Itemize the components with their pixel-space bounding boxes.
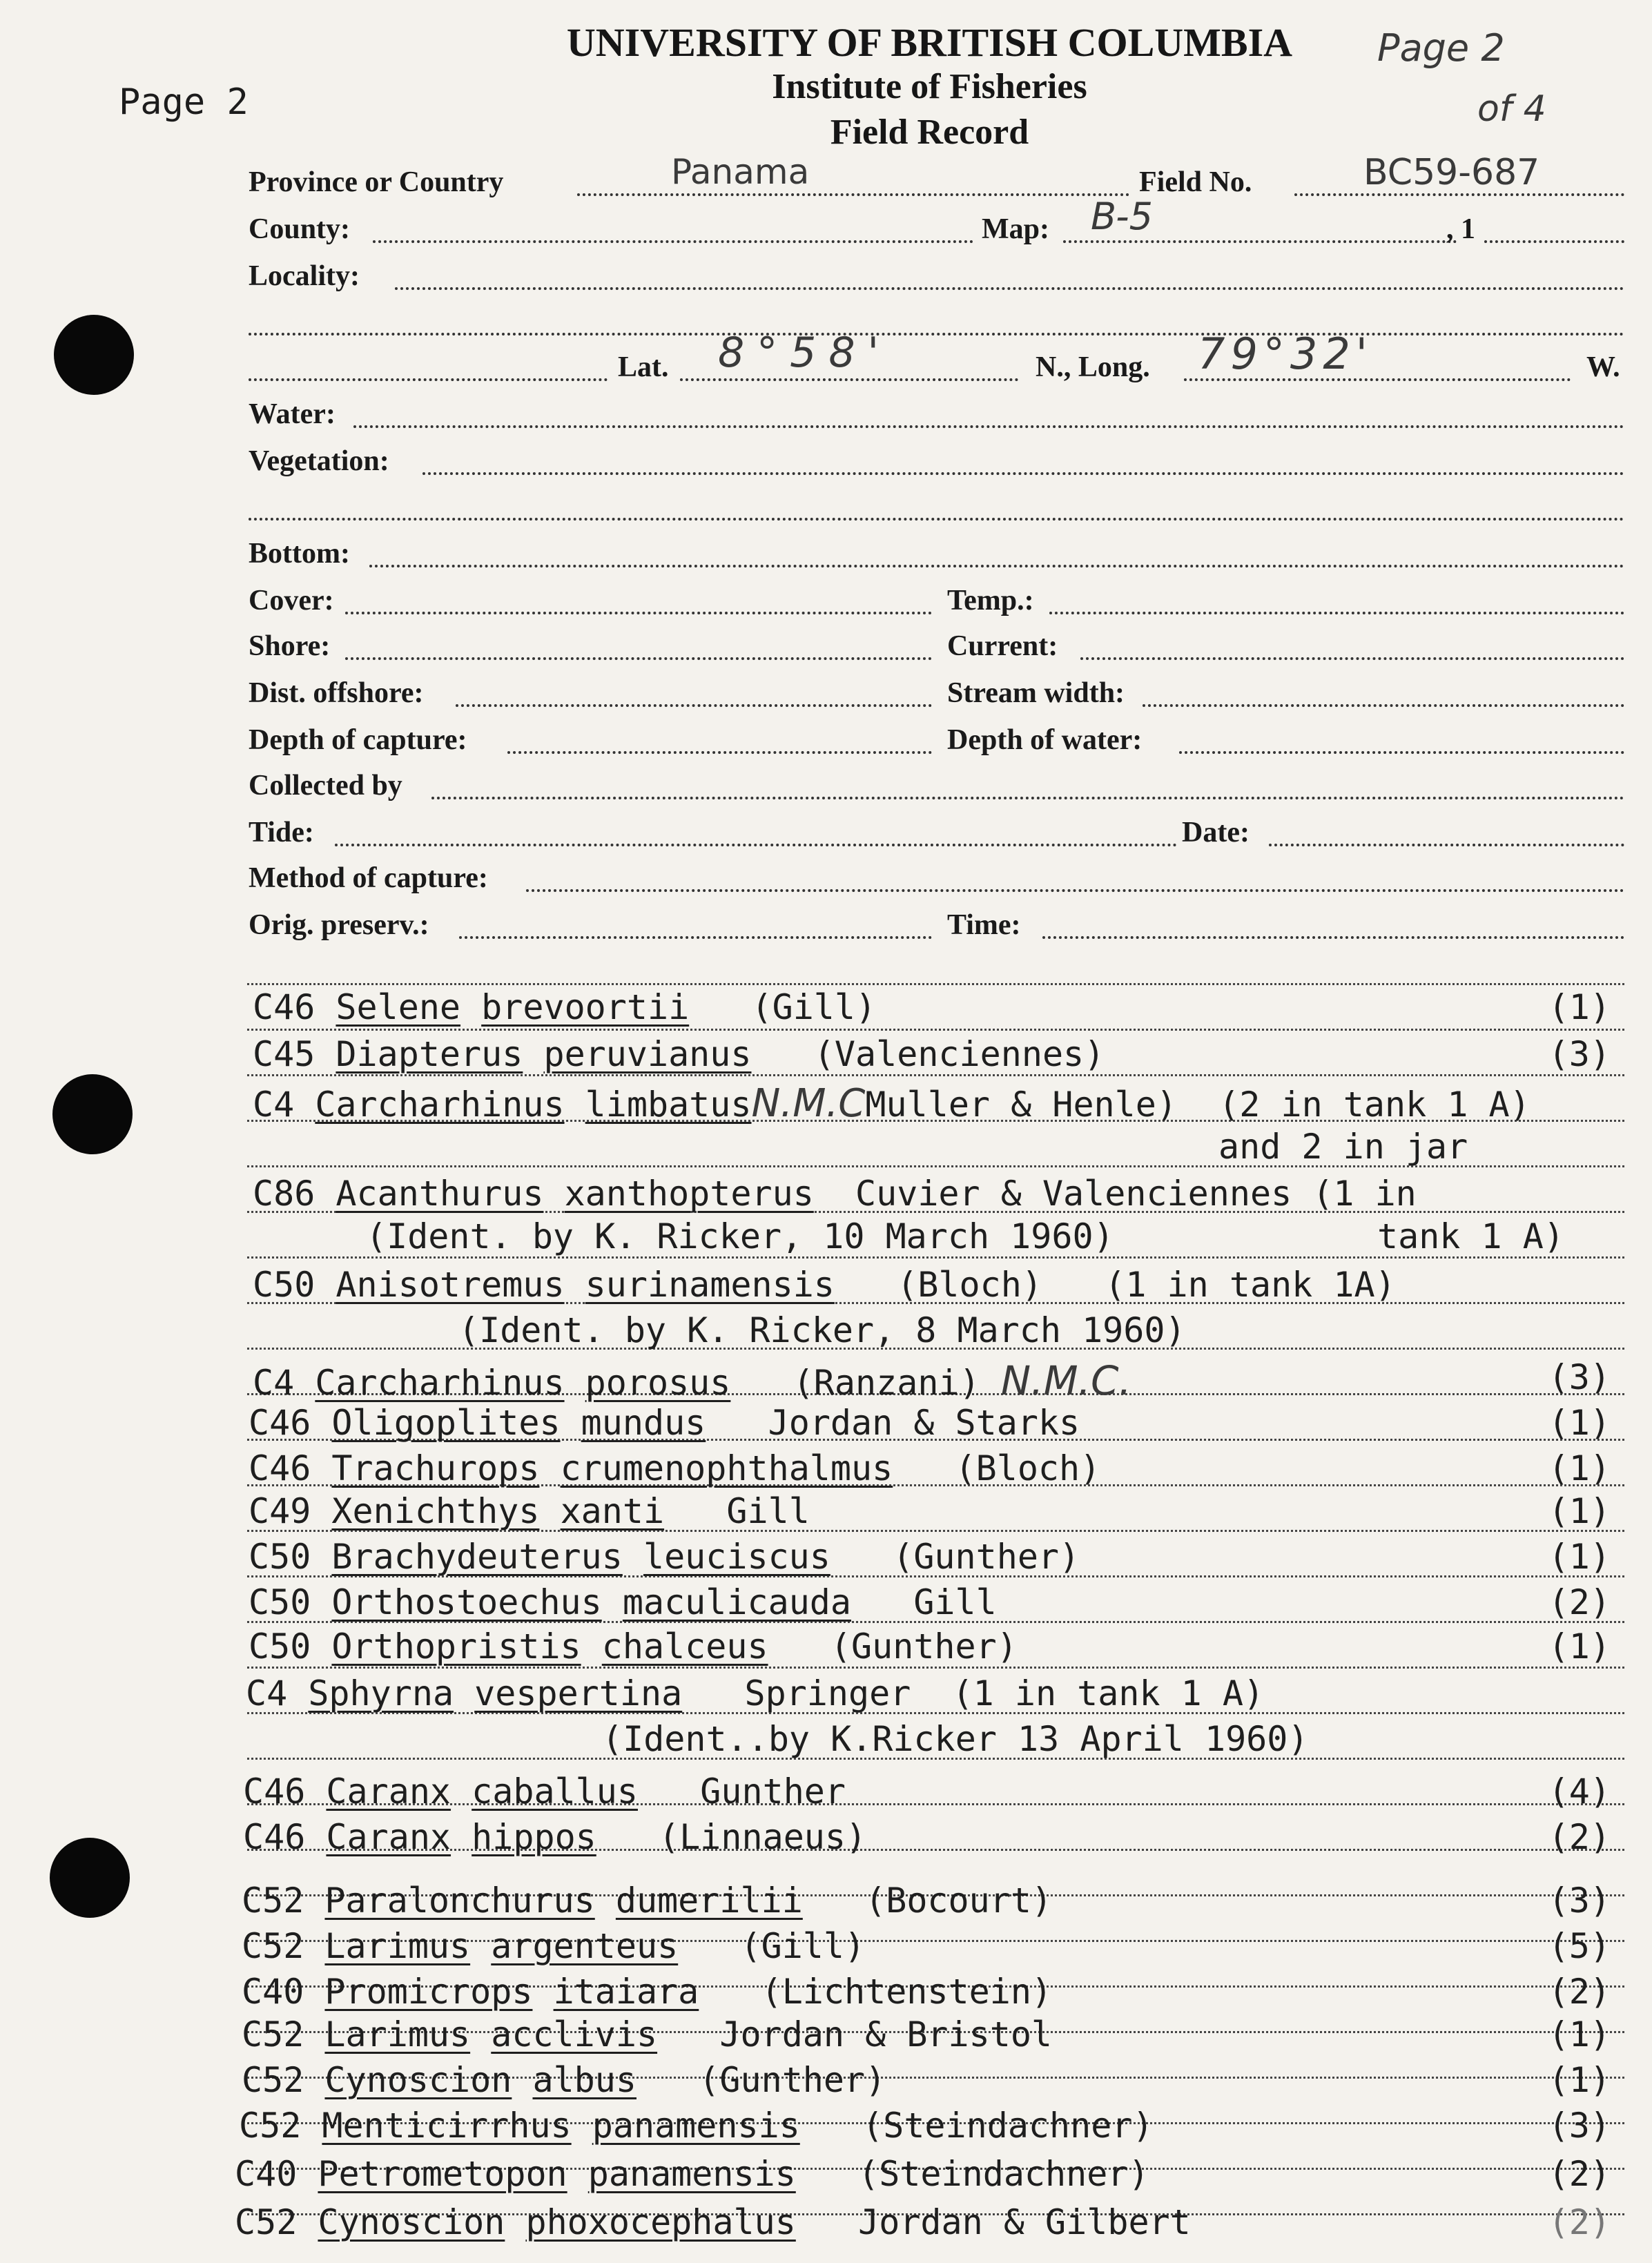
species-row — [242, 1972, 1052, 2012]
method-label: Method of capture: — [249, 862, 488, 894]
species-code: C40 — [235, 2154, 298, 2194]
vegetation-line — [422, 472, 1624, 475]
species-row — [249, 1491, 810, 1531]
field-no-value: BC59-687 — [1363, 152, 1540, 193]
species-name: argenteus — [491, 1926, 679, 1966]
method-line — [526, 889, 1624, 892]
species-author: Muller & Henle) — [865, 1085, 1177, 1125]
species-row — [242, 1926, 865, 1966]
water-line — [353, 425, 1624, 428]
species-count: (2) — [1548, 2154, 1611, 2194]
depth-water-label: Depth of water: — [947, 724, 1143, 756]
county-line — [373, 240, 973, 243]
species-author: (Steindachner) — [862, 2106, 1154, 2146]
page-number-label: Page 2 — [119, 81, 249, 123]
species-row — [243, 1817, 866, 1857]
species-author: Gill — [913, 1582, 997, 1622]
punch-hole-middle — [52, 1074, 133, 1154]
species-name: limbatus — [585, 1085, 752, 1125]
institute-title: Institute of Fisheries — [772, 67, 1087, 106]
species-row — [235, 2154, 1149, 2194]
list-rule — [247, 983, 1624, 985]
orig-preserv-label: Orig. preserv.: — [249, 909, 429, 941]
handwritten-nmc: N.M.C — [751, 1081, 866, 1126]
species-count: (2) — [1548, 1972, 1611, 2012]
species-genus: Brachydeuterus — [331, 1537, 623, 1577]
species-row — [249, 1582, 997, 1622]
county-label: County: — [249, 213, 351, 245]
species-genus: Diapterus — [336, 1034, 523, 1074]
species-code: C46 — [249, 1448, 311, 1488]
list-rule — [247, 1667, 1624, 1669]
temp-line — [1049, 612, 1624, 614]
species-code: C40 — [242, 1972, 304, 2012]
long-value: 79°32' — [1198, 329, 1373, 379]
species-code: C50 — [253, 1265, 315, 1305]
species-author: (Bocourt) — [865, 1881, 1053, 1921]
lat-value: 8°58' — [718, 329, 892, 377]
list-rule — [247, 1074, 1624, 1076]
species-name: albus — [532, 2060, 636, 2100]
species-row — [235, 2202, 1191, 2242]
species-author: (Steindachner) — [858, 2154, 1149, 2194]
species-genus: Larimus — [324, 2014, 471, 2055]
cover-label: Cover: — [249, 585, 334, 616]
lat-lead-line — [249, 378, 608, 381]
species-name: peruvianus — [543, 1034, 752, 1074]
orig-preserv-line — [459, 936, 932, 939]
species-row — [249, 1626, 1018, 1667]
species-author: (Valenciennes) — [813, 1034, 1105, 1074]
current-label: Current: — [947, 630, 1058, 662]
university-title: UNIVERSITY OF BRITISH COLUMBIA — [566, 20, 1293, 65]
species-name: panamensis — [587, 2154, 796, 2194]
locality-line-2 — [249, 333, 1624, 336]
species-code: C86 — [253, 1174, 315, 1214]
species-genus: Caranx — [326, 1817, 451, 1857]
species-name: xanthopterus — [564, 1174, 814, 1214]
species-row — [253, 1265, 1396, 1305]
handwritten-page: Page 2 — [1377, 26, 1505, 70]
species-row — [253, 1357, 1131, 1404]
species-code: C52 — [242, 2014, 304, 2055]
province-value: Panama — [671, 152, 810, 192]
species-code: C4 — [246, 1673, 288, 1713]
species-row — [243, 1771, 846, 1812]
time-line — [1042, 936, 1624, 939]
species-code: C52 — [239, 2106, 302, 2146]
stream-width-label: Stream width: — [947, 677, 1125, 709]
species-count: (1) — [1548, 1491, 1611, 1531]
dist-offshore-line — [456, 704, 932, 707]
species-author: (Gunther) — [893, 1537, 1080, 1577]
species-genus: Menticirrhus — [322, 2106, 572, 2146]
province-label: Province or Country — [249, 166, 504, 198]
species-author: (Ranzani) — [793, 1363, 980, 1403]
species-name: surinamensis — [585, 1265, 835, 1305]
species-name: dumerilii — [615, 1881, 803, 1921]
species-genus: Cynoscion — [324, 2060, 512, 2100]
species-name: chalceus — [601, 1626, 768, 1667]
species-genus: Caranx — [326, 1771, 451, 1812]
species-code: C46 — [243, 1817, 306, 1857]
species-note: (2 in tank 1 A) — [1218, 1085, 1530, 1125]
species-genus: Promicrops — [324, 1972, 533, 2012]
species-name: leuciscus — [643, 1537, 830, 1577]
dist-offshore-label: Dist. offshore: — [249, 677, 424, 709]
species-row — [253, 1034, 1105, 1074]
map-value: B-5 — [1091, 195, 1153, 238]
species-genus: Paralonchurus — [324, 1881, 595, 1921]
species-genus: Acanthurus — [336, 1174, 544, 1214]
date-line — [1269, 844, 1624, 846]
punch-hole-bottom — [50, 1838, 130, 1918]
species-count: (1) — [1548, 1403, 1611, 1443]
species-code: C52 — [235, 2202, 298, 2242]
species-row — [253, 987, 876, 1027]
province-line — [577, 193, 1129, 196]
current-line — [1080, 657, 1624, 660]
species-name: caballus — [472, 1771, 638, 1812]
species-code: C50 — [249, 1626, 311, 1667]
handwritten-nmc: N.M.C. — [1000, 1357, 1131, 1404]
tide-line — [335, 844, 1177, 846]
species-author: (Gill) — [740, 1926, 866, 1966]
vegetation-label: Vegetation: — [249, 445, 389, 477]
field-no-line — [1294, 193, 1624, 196]
species-genus: Petrometopon — [318, 2154, 567, 2194]
species-genus: Cynoscion — [318, 2202, 505, 2242]
vegetation-line-2 — [249, 518, 1624, 521]
handwritten-page-of: of 4 — [1477, 88, 1546, 130]
depth-capture-line — [507, 751, 932, 754]
species-code: C50 — [249, 1582, 311, 1622]
species-author: Gunther — [700, 1771, 846, 1812]
species-genus: Selene — [336, 987, 461, 1027]
species-continuation: and 2 in jar — [1218, 1127, 1468, 1167]
species-code: C52 — [242, 2060, 304, 2100]
species-genus: Orthopristis — [331, 1626, 581, 1667]
species-count: (4) — [1548, 1771, 1611, 1812]
map-suffix: , 1 — [1446, 213, 1475, 245]
species-count: (3) — [1548, 1881, 1611, 1921]
species-author: Springer — [744, 1673, 911, 1713]
species-count: (1) — [1548, 2060, 1611, 2100]
species-name: acclivis — [491, 2014, 658, 2055]
species-genus: Oligoplites — [331, 1403, 561, 1443]
field-no-label: Field No. — [1139, 166, 1252, 198]
species-count: (3) — [1548, 1357, 1611, 1397]
map-label: Map: — [982, 213, 1049, 245]
species-note: (1 in tank 1A) — [1105, 1265, 1396, 1305]
species-row — [253, 1174, 1417, 1214]
species-row — [249, 1403, 1080, 1443]
locality-label: Locality: — [249, 260, 360, 292]
species-author: (Bloch) — [955, 1448, 1101, 1488]
species-code: C4 — [253, 1085, 295, 1125]
collected-by-label: Collected by — [249, 770, 402, 802]
species-continuation: (Ident. by K. Ricker, 10 March 1960) — [366, 1216, 1114, 1256]
species-code: C46 — [243, 1771, 306, 1812]
w-label: W. — [1586, 351, 1620, 383]
species-count: (1) — [1548, 1537, 1611, 1577]
species-row — [239, 2106, 1154, 2146]
date-label: Date: — [1182, 817, 1250, 848]
map-suffix-line — [1484, 240, 1624, 243]
species-genus: Sphyrna — [308, 1673, 454, 1713]
species-row — [249, 1537, 1080, 1577]
bottom-line — [369, 565, 1624, 567]
species-count: (1) — [1548, 1448, 1611, 1488]
species-code: C4 — [253, 1363, 295, 1403]
species-code: C50 — [249, 1537, 311, 1577]
species-count: (1) — [1548, 987, 1611, 1027]
stream-width-line — [1143, 704, 1624, 707]
species-continuation: (Ident..by K.Ricker 13 April 1960) — [602, 1719, 1309, 1759]
species-name: mundus — [581, 1403, 706, 1443]
species-genus: Anisotremus — [336, 1265, 565, 1305]
list-rule — [247, 1029, 1624, 1031]
species-author: (Lichtenstein) — [761, 1972, 1053, 2012]
species-author: Jordan & Starks — [768, 1403, 1080, 1443]
species-row — [249, 1448, 1100, 1488]
shore-label: Shore: — [249, 630, 331, 662]
species-count: (3) — [1548, 1034, 1611, 1074]
species-count: (3) — [1548, 2106, 1611, 2146]
species-row — [246, 1673, 1264, 1713]
species-code: C46 — [253, 987, 315, 1027]
species-name: brevoortii — [481, 987, 690, 1027]
cover-line — [345, 612, 932, 614]
water-label: Water: — [249, 398, 336, 430]
species-name: hippos — [472, 1817, 596, 1857]
species-genus: Larimus — [324, 1926, 471, 1966]
species-row — [242, 2060, 886, 2100]
species-code: C46 — [249, 1403, 311, 1443]
lat-label: Lat. — [618, 351, 669, 383]
time-label: Time: — [947, 909, 1021, 941]
species-count: (1) — [1548, 1626, 1611, 1667]
long-label: N., Long. — [1036, 351, 1150, 383]
depth-water-line — [1179, 751, 1624, 754]
species-author: Gill — [726, 1491, 810, 1531]
species-code: C52 — [242, 1881, 304, 1921]
species-genus: Orthostoechus — [331, 1582, 602, 1622]
list-rule — [247, 1256, 1624, 1259]
species-continuation: tank 1 A) — [1377, 1216, 1564, 1256]
collected-by-line — [431, 797, 1624, 799]
locality-line — [395, 287, 1624, 290]
species-name: phoxocephalus — [525, 2202, 796, 2242]
bottom-label: Bottom: — [249, 538, 350, 570]
shore-line — [345, 657, 932, 660]
species-author: (Gunther) — [830, 1626, 1018, 1667]
species-genus: Carcharhinus — [315, 1363, 565, 1403]
species-row — [242, 2014, 1052, 2055]
species-code: C45 — [253, 1034, 315, 1074]
record-title: Field Record — [830, 113, 1029, 152]
species-count: (2) — [1548, 2202, 1611, 2242]
depth-capture-label: Depth of capture: — [249, 724, 467, 756]
species-row — [253, 1081, 1530, 1126]
species-name: itaiara — [553, 1972, 699, 2012]
species-row — [242, 1881, 1052, 1921]
species-name: vespertina — [474, 1673, 683, 1713]
species-genus: Carcharhinus — [315, 1085, 565, 1125]
species-name: crumenophthalmus — [560, 1448, 893, 1488]
species-name: porosus — [585, 1363, 731, 1403]
species-name: panamensis — [592, 2106, 800, 2146]
species-name: maculicauda — [622, 1582, 852, 1622]
punch-hole-top — [54, 315, 134, 395]
species-author: (Linnaeus) — [659, 1817, 867, 1857]
species-genus: Xenichthys — [331, 1491, 540, 1531]
species-continuation: (Ident. by K. Ricker, 8 March 1960) — [458, 1310, 1186, 1350]
species-count: (1) — [1548, 2014, 1611, 2055]
temp-label: Temp.: — [947, 585, 1034, 616]
species-count: (5) — [1548, 1926, 1611, 1966]
map-line — [1063, 240, 1457, 243]
species-note: (1 in tank 1 A) — [952, 1673, 1265, 1713]
species-author: (Gunther) — [699, 2060, 886, 2100]
species-name: xanti — [560, 1491, 665, 1531]
species-genus: Trachurops — [331, 1448, 540, 1488]
species-count: (2) — [1548, 1817, 1611, 1857]
species-code: C52 — [242, 1926, 304, 1966]
lat-line — [680, 378, 1018, 381]
species-author: (Gill) — [751, 987, 877, 1027]
species-author: Jordan & Gilbert — [858, 2202, 1191, 2242]
species-code: C49 — [249, 1491, 311, 1531]
species-author: Jordan & Bristol — [719, 2014, 1053, 2055]
tide-label: Tide: — [249, 817, 314, 848]
species-author: Cuvier & Valenciennes (1 in — [855, 1174, 1417, 1214]
species-count: (2) — [1548, 1582, 1611, 1622]
species-author: (Bloch) — [897, 1265, 1042, 1305]
